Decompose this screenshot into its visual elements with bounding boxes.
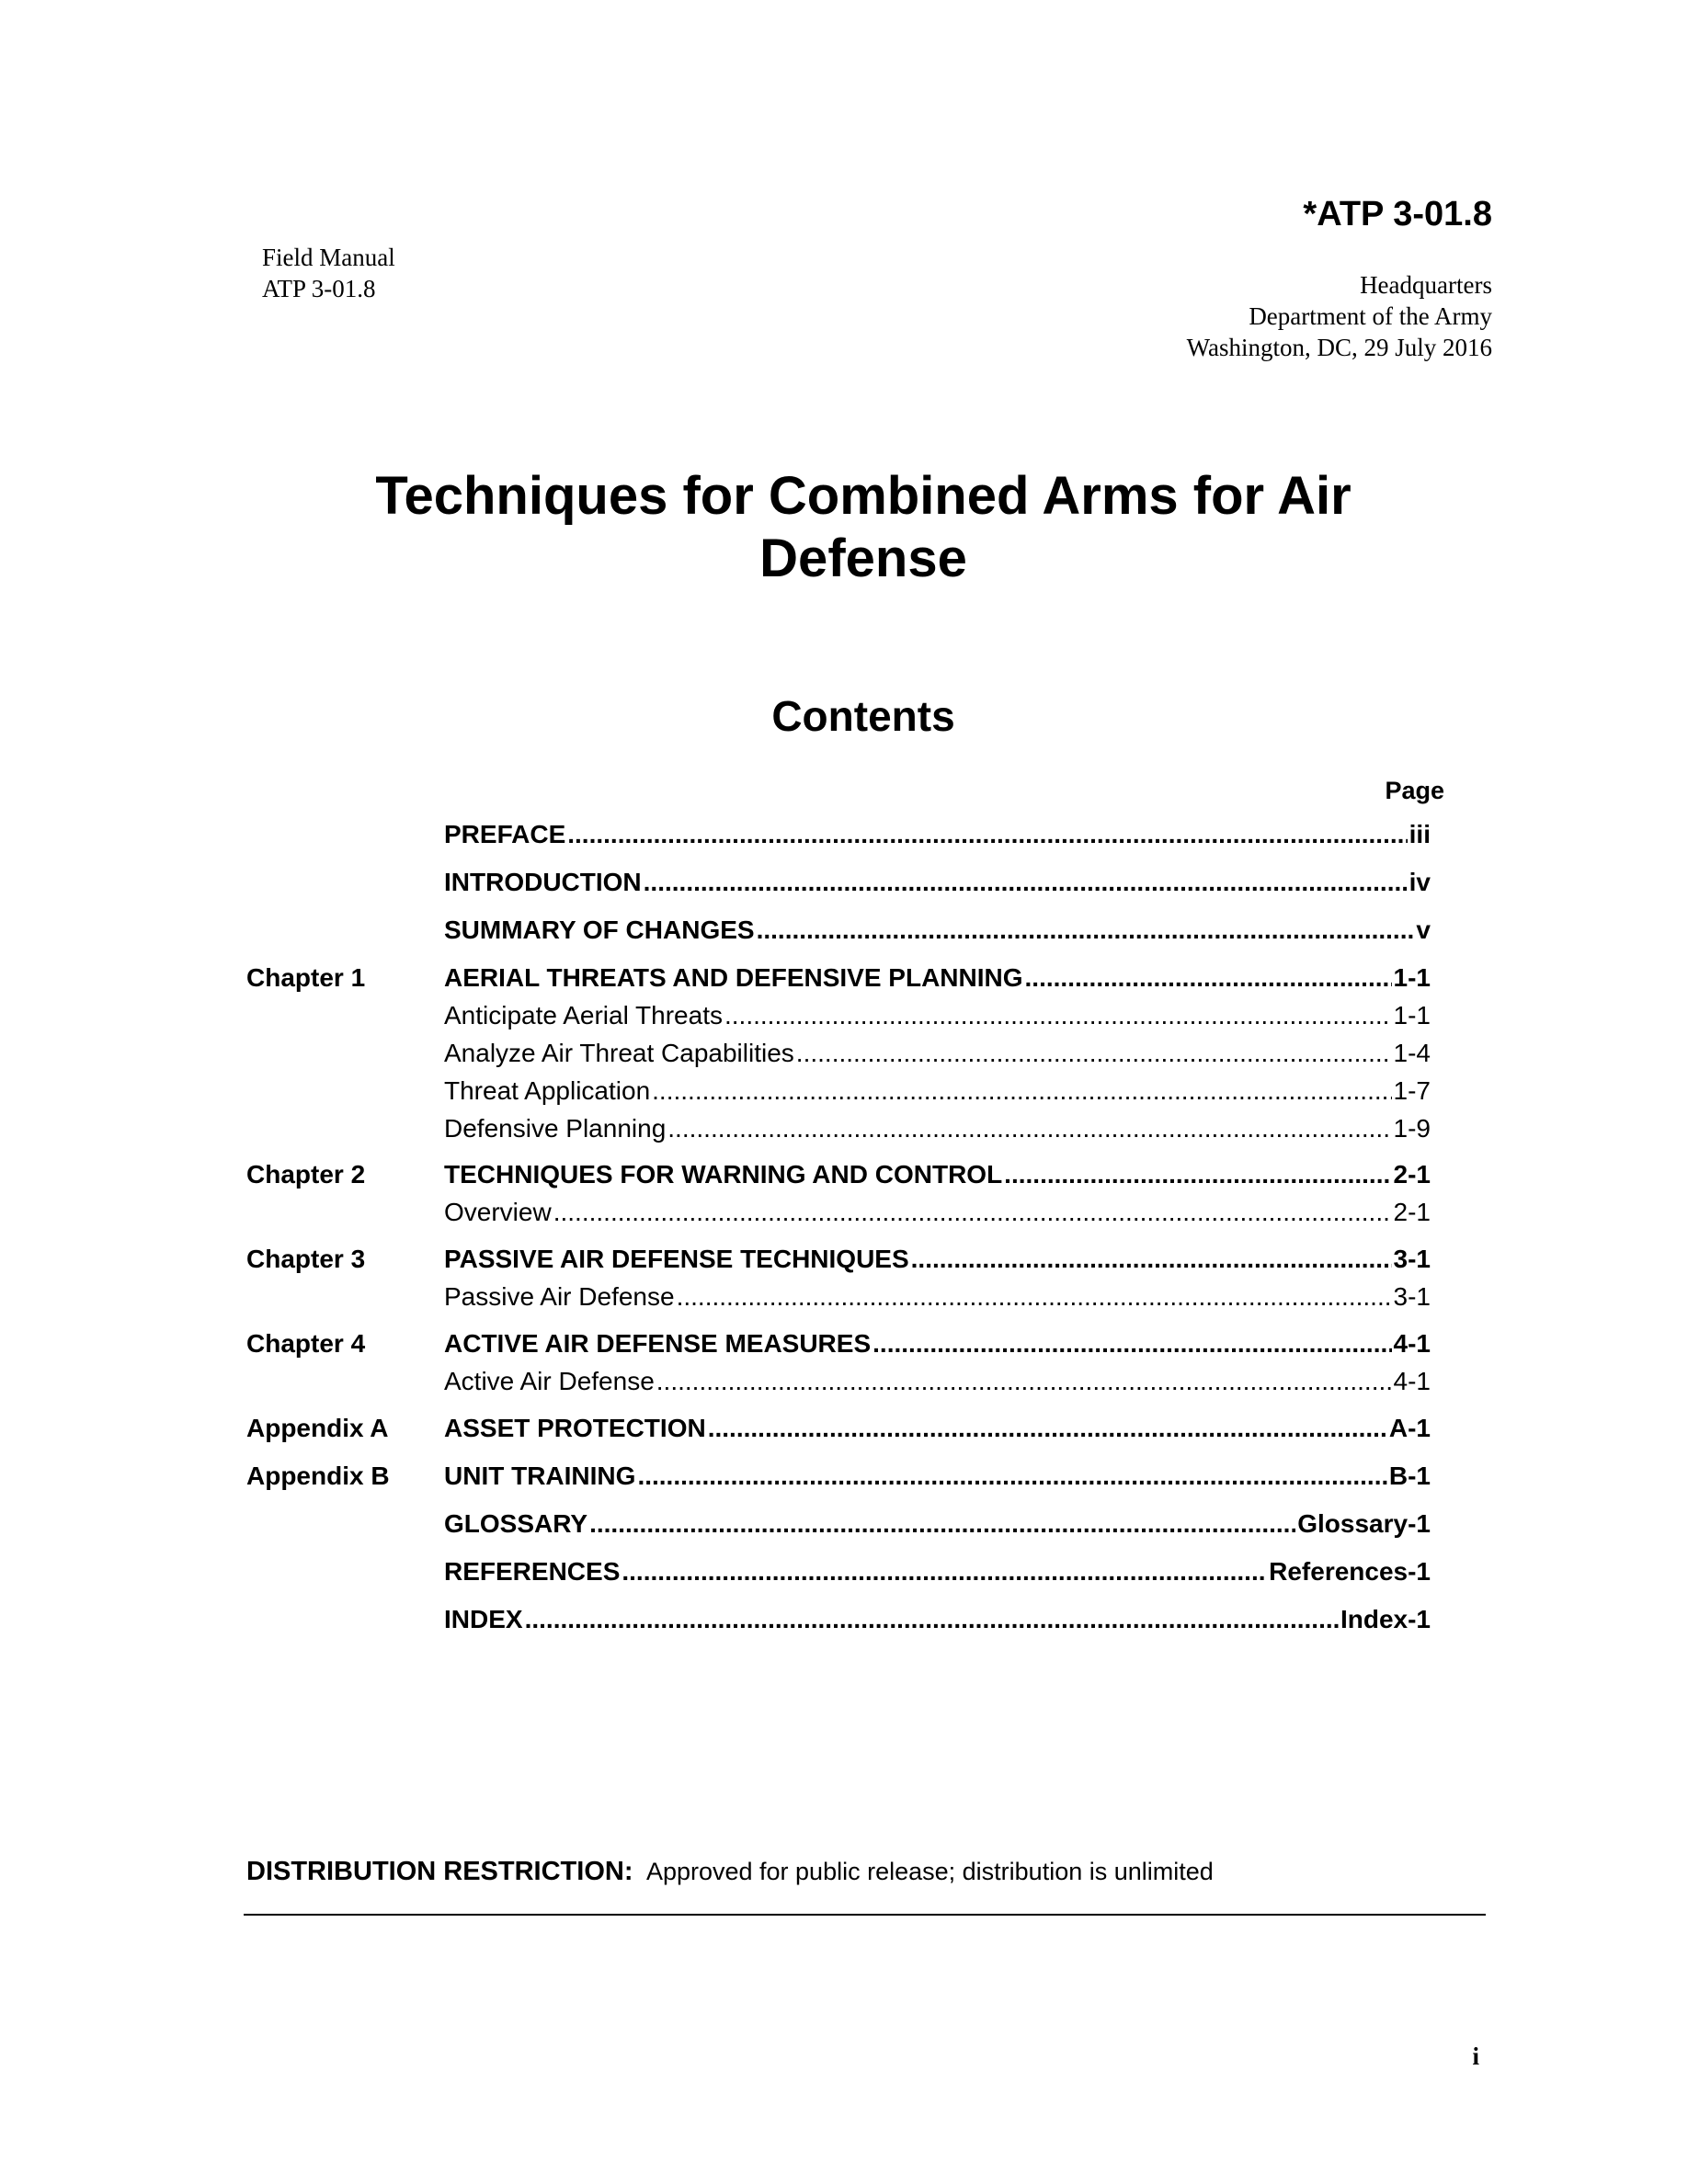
page-column-label: Page — [1385, 777, 1444, 804]
toc-entry-page: 1-1 — [1393, 1001, 1431, 1029]
toc-appendix-label: Appendix A — [246, 1414, 389, 1442]
toc-entry-chapter-4[interactable] — [444, 1327, 1431, 1360]
toc-row-index — [0, 1603, 1688, 1636]
toc-entry-page: Glossary-1 — [1297, 1509, 1431, 1538]
toc-entry-title: Active Air Defense — [444, 1367, 655, 1395]
organization-headquarters: Headquarters — [1360, 271, 1492, 299]
toc-entry-chapter-2[interactable] — [444, 1158, 1431, 1191]
toc-entry-page: iv — [1409, 868, 1431, 896]
toc-dot-leader — [796, 1037, 1392, 1070]
toc-entry-defensive-planning[interactable] — [444, 1112, 1431, 1145]
toc-row-defensive-planning — [0, 1112, 1688, 1145]
toc-entry-summary-of-changes[interactable] — [444, 914, 1431, 947]
toc-entry-title: Overview — [444, 1198, 552, 1226]
distribution-label: DISTRIBUTION RESTRICTION: — [246, 1857, 633, 1886]
toc-dot-leader — [677, 1280, 1392, 1314]
toc-entry-title: TECHNIQUES FOR WARNING AND CONTROL — [444, 1160, 1003, 1189]
toc-entry-page: 1-9 — [1393, 1114, 1431, 1143]
manual-designation — [262, 242, 395, 304]
toc-entry-title: PREFACE — [444, 820, 566, 848]
toc-entry-title: Passive Air Defense — [444, 1282, 675, 1311]
toc-entry-title: ASSET PROTECTION — [444, 1414, 706, 1442]
toc-entry-title: INTRODUCTION — [444, 868, 642, 896]
toc-entry-page: v — [1416, 916, 1431, 944]
toc-entry-page: 4-1 — [1393, 1367, 1431, 1395]
distribution-text: Approved for public release; distribution is unlimited — [645, 1858, 1214, 1885]
toc-chapter-label: Chapter 4 — [246, 1329, 366, 1358]
toc-entry-page: iii — [1409, 820, 1431, 848]
toc-entry-chapter-1[interactable] — [444, 961, 1431, 995]
toc-row-analyze-air-threat-capabilities — [0, 1037, 1688, 1070]
toc-entry-title: Analyze Air Threat Capabilities — [444, 1039, 794, 1067]
toc-entry-active-air-defense[interactable] — [444, 1365, 1431, 1398]
toc-row-threat-application — [0, 1075, 1688, 1108]
document-title-line-2: Defense — [759, 529, 967, 588]
toc-dot-leader — [567, 818, 1407, 851]
toc-entry-page: 1-7 — [1393, 1076, 1431, 1105]
toc-entry-title: PASSIVE AIR DEFENSE TECHNIQUES — [444, 1245, 909, 1273]
toc-row-preface — [0, 818, 1688, 851]
toc-row-summary-of-changes — [0, 914, 1688, 947]
toc-dot-leader — [589, 1507, 1295, 1541]
toc-entry-title: GLOSSARY — [444, 1509, 588, 1538]
toc-dot-leader — [757, 914, 1415, 947]
toc-entry-references[interactable] — [444, 1555, 1431, 1588]
toc-appendix-label: Appendix B — [246, 1462, 390, 1490]
toc-chapter-label: Chapter 2 — [246, 1160, 366, 1189]
contents-heading: Contents — [771, 692, 955, 740]
toc-row-introduction — [0, 866, 1688, 899]
manual-number: ATP 3-01.8 — [262, 275, 376, 302]
toc-dot-leader — [637, 1460, 1386, 1493]
distribution-restriction — [246, 1857, 1214, 1887]
toc-row-chapter-4 — [0, 1327, 1688, 1360]
toc-entry-page: A-1 — [1388, 1414, 1431, 1442]
publication-number: *ATP 3-01.8 — [1303, 195, 1492, 233]
toc-entry-page: Index-1 — [1340, 1605, 1431, 1633]
toc-dot-leader — [553, 1196, 1392, 1229]
toc-entry-page: 1-1 — [1393, 963, 1431, 992]
toc-entry-title: ACTIVE AIR DEFENSE MEASURES — [444, 1329, 872, 1358]
toc-dot-leader — [911, 1243, 1392, 1276]
toc-chapter-label: Chapter 1 — [246, 963, 366, 992]
toc-row-chapter-1 — [0, 961, 1688, 995]
toc-row-overview — [0, 1196, 1688, 1229]
toc-row-chapter-3 — [0, 1243, 1688, 1276]
document-title — [0, 465, 1688, 590]
toc-entry-title: Anticipate Aerial Threats — [444, 1001, 723, 1029]
toc-dot-leader — [873, 1327, 1391, 1360]
toc-entry-page: References-1 — [1269, 1557, 1431, 1586]
toc-dot-leader — [644, 866, 1408, 899]
toc-entry-title: UNIT TRAINING — [444, 1462, 636, 1490]
toc-dot-leader — [1025, 961, 1392, 995]
toc-dot-leader — [724, 999, 1392, 1032]
location-date: Washington, DC, 29 July 2016 — [1186, 334, 1492, 361]
toc-row-appendix-a — [0, 1412, 1688, 1445]
toc-entry-title: REFERENCES — [444, 1557, 621, 1586]
toc-entry-glossary[interactable] — [444, 1507, 1431, 1541]
toc-entry-page: B-1 — [1388, 1462, 1431, 1490]
toc-row-chapter-2 — [0, 1158, 1688, 1191]
toc-entry-page: 2-1 — [1393, 1160, 1431, 1189]
toc-entry-title: SUMMARY OF CHANGES — [444, 916, 755, 944]
toc-entry-appendix-a[interactable] — [444, 1412, 1431, 1445]
toc-entry-passive-air-defense[interactable] — [444, 1280, 1431, 1314]
toc-dot-leader — [1004, 1158, 1391, 1191]
toc-row-appendix-b — [0, 1460, 1688, 1493]
toc-entry-anticipate-aerial-threats[interactable] — [444, 999, 1431, 1032]
toc-dot-leader — [667, 1112, 1391, 1145]
toc-entry-threat-application[interactable] — [444, 1075, 1431, 1108]
toc-entry-title: INDEX — [444, 1605, 523, 1633]
toc-entry-title: AERIAL THREATS AND DEFENSIVE PLANNING — [444, 963, 1023, 992]
manual-type: Field Manual — [262, 244, 395, 271]
toc-row-passive-air-defense — [0, 1280, 1688, 1314]
toc-dot-leader — [708, 1412, 1387, 1445]
footer-divider — [244, 1914, 1486, 1916]
toc-entry-page: 3-1 — [1393, 1245, 1431, 1273]
issuing-organization — [1187, 269, 1492, 363]
toc-dot-leader — [622, 1555, 1267, 1588]
toc-entry-page: 3-1 — [1393, 1282, 1431, 1311]
page-number: i — [1472, 2042, 1479, 2070]
toc-entry-introduction[interactable] — [444, 866, 1431, 899]
toc-row-anticipate-aerial-threats — [0, 999, 1688, 1032]
toc-row-glossary — [0, 1507, 1688, 1541]
toc-row-active-air-defense — [0, 1365, 1688, 1398]
toc-dot-leader — [525, 1603, 1339, 1636]
toc-entry-index[interactable] — [444, 1603, 1431, 1636]
toc-entry-title: Defensive Planning — [444, 1114, 667, 1143]
toc-entry-overview[interactable] — [444, 1196, 1431, 1229]
toc-dot-leader — [656, 1365, 1392, 1398]
toc-row-references — [0, 1555, 1688, 1588]
toc-entry-page: 1-4 — [1393, 1039, 1431, 1067]
toc-dot-leader — [652, 1075, 1391, 1108]
toc-chapter-label: Chapter 3 — [246, 1245, 366, 1273]
document-title-line-1: Techniques for Combined Arms for Air — [375, 466, 1352, 526]
toc-entry-page: 2-1 — [1393, 1198, 1431, 1226]
toc-entry-title: Threat Application — [444, 1076, 651, 1105]
toc-entry-preface[interactable] — [444, 818, 1431, 851]
toc-entry-page: 4-1 — [1393, 1329, 1431, 1358]
organization-department: Department of the Army — [1249, 302, 1492, 330]
toc-entry-analyze-air-threat-capabilities[interactable] — [444, 1037, 1431, 1070]
toc-entry-chapter-3[interactable] — [444, 1243, 1431, 1276]
toc-entry-appendix-b[interactable] — [444, 1460, 1431, 1493]
